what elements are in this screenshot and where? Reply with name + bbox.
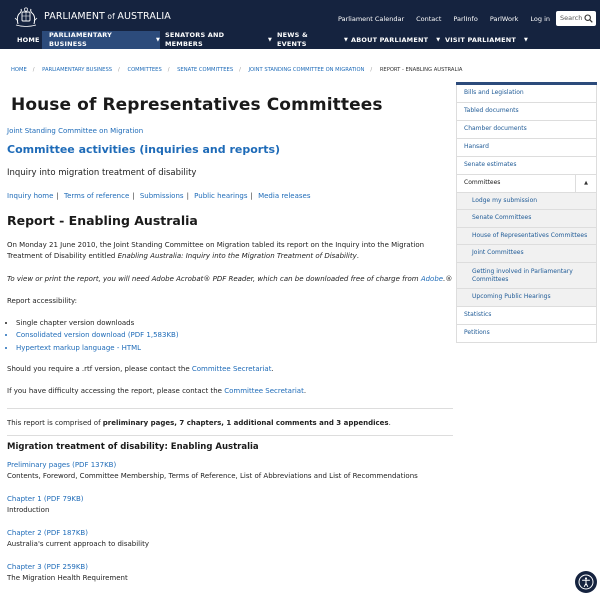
sidebar-item-tabled-documents[interactable] bbox=[456, 103, 597, 121]
breadcrumb-parliamentary-business[interactable]: PARLIAMENTARY BUSINESS bbox=[42, 67, 113, 73]
breadcrumb-committees[interactable]: COMMITTEES bbox=[127, 67, 162, 73]
search-icon[interactable] bbox=[584, 14, 593, 23]
intro-line-2: Treatment of Disability entitled Enabling Australia: Inquiry into the Migration Treatment of Disability. bbox=[7, 252, 359, 261]
breadcrumb: HOME / PARLIAMENTARY BUSINESS / COMMITTEES / SENATE COMMITTEES / JOINT STANDING COMMITTEE ON MIGRATION / REPORT - ENABLING AUSTRALIA bbox=[11, 67, 463, 73]
sidebar-item-label: Chamber documents bbox=[464, 125, 527, 133]
difficulty-paragraph: If you have difficulty accessing the report, please contact the Committee Secretariat. bbox=[7, 387, 307, 395]
accessibility-list bbox=[7, 319, 179, 356]
chevron-down-icon: ▼ bbox=[155, 36, 160, 43]
difficulty-secretariat-link[interactable]: Committee Secretariat bbox=[224, 387, 304, 395]
chapter-link[interactable]: Preliminary pages (PDF 137KB) bbox=[7, 461, 117, 469]
sidebar-item-petitions[interactable] bbox=[456, 325, 597, 343]
main-nav bbox=[0, 31, 600, 49]
logo-text: PARLIAMENT of AUSTRALIA bbox=[44, 10, 171, 22]
sidebar-item-upcoming-hearings[interactable] bbox=[456, 289, 597, 307]
activities-heading[interactable]: Committee activities (inquiries and reports) bbox=[7, 143, 281, 156]
sidebar-item-joint-committees[interactable] bbox=[456, 245, 597, 263]
sidebar-item-label: Tabled documents bbox=[464, 107, 519, 115]
coat-of-arms-icon bbox=[12, 6, 40, 28]
top-link-parlinfo[interactable]: ParlInfo bbox=[453, 15, 478, 23]
sidebar-item-label: Statistics bbox=[464, 311, 492, 319]
chapter-entry bbox=[7, 461, 418, 482]
chapter-description: Australia's current approach to disability bbox=[7, 540, 149, 549]
chevron-down-icon: ▼ bbox=[436, 36, 441, 43]
breadcrumb-home[interactable]: HOME bbox=[11, 67, 27, 73]
divider bbox=[7, 435, 453, 436]
accessibility-icon bbox=[578, 574, 594, 590]
search-input[interactable] bbox=[556, 11, 596, 26]
chapter-description: The Migration Health Requirement bbox=[7, 574, 128, 583]
nav-home-label: HOME bbox=[17, 35, 40, 44]
intro-line: On Monday 21 June 2010, the Joint Standing Committee on Migration tabled its report on the Inquiry into the Migration bbox=[7, 241, 425, 249]
nav-about-parliament[interactable] bbox=[348, 31, 442, 49]
sidebar-item-chamber-documents[interactable] bbox=[456, 121, 597, 139]
sidebar-item-label: Petitions bbox=[464, 329, 490, 337]
list-item-single-chapter: • Single chapter version downloads bbox=[16, 319, 179, 328]
rtf-secretariat-link[interactable]: Committee Secretariat bbox=[191, 365, 272, 373]
sidebar-item-label: House of Representatives Committees bbox=[472, 231, 588, 239]
page-title: House of Representatives Committees bbox=[11, 95, 383, 115]
sidebar-item-statistics[interactable] bbox=[456, 307, 597, 325]
sidebar-item-getting-involved[interactable] bbox=[456, 263, 597, 289]
chapter-description: Introduction bbox=[7, 506, 50, 515]
subnav-media-releases[interactable]: Media releases bbox=[258, 192, 311, 200]
search-placeholder: Search bbox=[560, 14, 583, 22]
accessibility-button[interactable] bbox=[575, 571, 597, 593]
nav-news-label: NEWS & EVENTS bbox=[277, 31, 308, 48]
list-item-consolidated-pdf[interactable]: • Consolidated version download (PDF 1,583KB) bbox=[16, 331, 179, 340]
top-link-calendar[interactable]: Parliament Calendar bbox=[337, 15, 405, 23]
sidebar-item-house-committees[interactable] bbox=[456, 228, 597, 245]
inquiry-subnav: Inquiry home | Terms of reference | Submissions | Public hearings | Media releases bbox=[7, 192, 311, 200]
chevron-down-icon: ▼ bbox=[343, 36, 348, 43]
sidebar-item-label: Upcoming Public Hearings bbox=[472, 293, 551, 301]
chevron-up-icon[interactable]: ▲ bbox=[575, 175, 596, 192]
breadcrumb-current: REPORT - ENABLING AUSTRALIA bbox=[379, 67, 463, 73]
top-link-parlwork[interactable]: ParlWork bbox=[489, 15, 519, 23]
acrobat-notice: To view or print the report, you will need Adobe Acrobat® PDF Reader, which can be downloaded free of charge from Adobe.® bbox=[7, 275, 453, 283]
chapter-description: Contents, Foreword, Committee Membership, Terms of Reference, List of Abbreviations and List of Recommendations bbox=[7, 472, 418, 481]
sidebar-item-label: Senate estimates bbox=[464, 161, 517, 169]
comprised-paragraph: This report is comprised of preliminary pages, 7 chapters, 1 additional comments and 3 appendices. bbox=[7, 419, 391, 427]
nav-senators-label: SENATORS AND MEMBERS bbox=[165, 31, 225, 48]
sidebar-item-label: Lodge my submission bbox=[472, 196, 538, 204]
nav-news-events[interactable] bbox=[272, 31, 348, 49]
section-heading: Migration treatment of disability: Enabling Australia bbox=[7, 442, 259, 452]
sidebar-item-committees[interactable] bbox=[456, 175, 597, 193]
chapter-link[interactable]: Chapter 2 (PDF 187KB) bbox=[7, 529, 88, 537]
sidebar-item-bills[interactable] bbox=[456, 85, 597, 103]
chapter-entry bbox=[7, 529, 149, 550]
sidebar-item-label: Bills and Legislation bbox=[464, 89, 524, 97]
nav-senators-and-members[interactable] bbox=[160, 31, 272, 49]
rtf-paragraph: Should you require a .rtf version, please contact the Committee Secretariat. bbox=[7, 365, 274, 373]
inquiry-title: Inquiry into migration treatment of disability bbox=[7, 168, 197, 178]
breadcrumb-joint-committee[interactable]: JOINT STANDING COMMITTEE ON MIGRATION bbox=[248, 67, 365, 73]
subnav-submissions[interactable]: Submissions bbox=[139, 192, 184, 200]
subnav-inquiry-home[interactable]: Inquiry home bbox=[7, 192, 54, 200]
sidebar-nav bbox=[456, 82, 597, 343]
chapter-link[interactable]: Chapter 3 (PDF 259KB) bbox=[7, 563, 88, 571]
sidebar-item-label: Joint Committees bbox=[472, 249, 524, 257]
chapter-entry bbox=[7, 563, 128, 584]
sidebar-item-lodge-submission[interactable] bbox=[456, 193, 597, 210]
intro-paragraph bbox=[7, 241, 453, 262]
report-title: Report - Enabling Australia bbox=[7, 213, 198, 228]
nav-visit-parliament[interactable] bbox=[442, 31, 532, 49]
site-logo[interactable] bbox=[12, 6, 171, 28]
chapter-entry bbox=[7, 495, 84, 516]
nav-parliamentary-business-label: PARLIAMENTARY BUSINESS bbox=[49, 31, 113, 48]
chevron-down-icon: ▼ bbox=[524, 36, 529, 43]
chapter-link[interactable]: Chapter 1 (PDF 79KB) bbox=[7, 495, 84, 503]
sidebar-item-hansard[interactable] bbox=[456, 139, 597, 157]
nav-about-label: ABOUT PARLIAMENT bbox=[351, 35, 429, 44]
committee-link[interactable]: Joint Standing Committee on Migration bbox=[7, 127, 144, 135]
top-links bbox=[326, 15, 550, 24]
sidebar-item-senate-committees[interactable] bbox=[456, 210, 597, 228]
nav-parliamentary-business[interactable] bbox=[42, 31, 160, 49]
breadcrumb-senate-committees[interactable]: SENATE COMMITTEES bbox=[177, 67, 234, 73]
sidebar-item-label: Senate Committees bbox=[472, 214, 532, 222]
sidebar-item-label: Hansard bbox=[464, 143, 489, 151]
sidebar-item-senate-estimates[interactable] bbox=[456, 157, 597, 175]
adobe-link[interactable]: Adobe bbox=[420, 275, 444, 283]
subnav-public-hearings[interactable]: Public hearings bbox=[194, 192, 248, 200]
list-item-html[interactable]: • Hypertext markup language - HTML bbox=[16, 344, 179, 353]
nav-home[interactable] bbox=[0, 31, 42, 49]
sidebar-item-label: Committees bbox=[464, 179, 501, 187]
subnav-terms-of-reference[interactable]: Terms of reference bbox=[64, 192, 130, 200]
top-link-login[interactable]: Log in bbox=[530, 15, 550, 23]
sidebar-item-label: Getting involved in Parliamentary Committees bbox=[472, 267, 573, 283]
accessibility-label: Report accessibility: bbox=[7, 297, 77, 305]
site-header bbox=[0, 0, 600, 49]
divider bbox=[7, 408, 453, 409]
chevron-down-icon: ▼ bbox=[267, 36, 272, 43]
nav-visit-label: VISIT PARLIAMENT bbox=[445, 35, 517, 44]
top-link-contact[interactable]: Contact bbox=[416, 15, 442, 23]
